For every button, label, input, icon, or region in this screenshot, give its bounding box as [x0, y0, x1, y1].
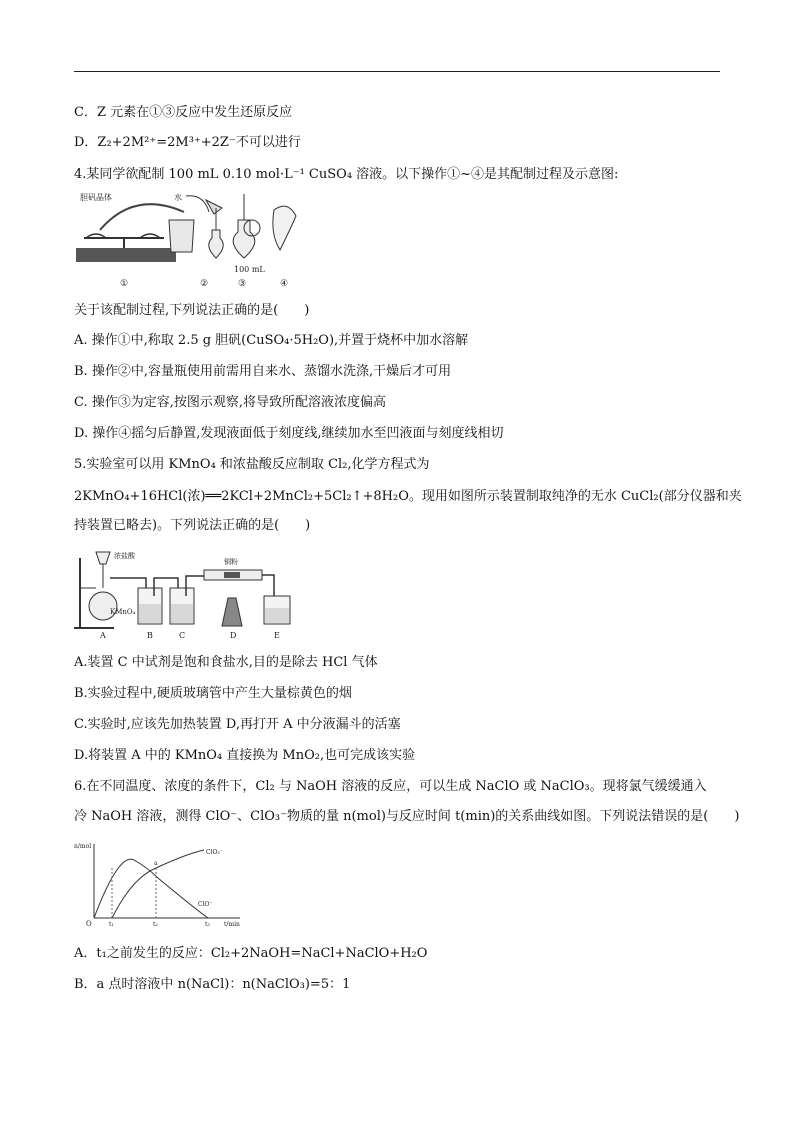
q6-option-a: A．t₁之前发生的反应：Cl₂+2NaOH=NaCl+NaClO+H₂O [74, 946, 428, 961]
q4-figure [74, 190, 304, 290]
curve2-label: ClO⁻ [198, 901, 213, 908]
q3-option-c: C．Z 元素在①③反应中发生还原反应 [74, 105, 293, 120]
curve1-label: ClO₃⁻ [206, 849, 224, 856]
q5-option-c: C.实验时,应该先加热装置 D,再打开 A 中分液漏斗的活塞 [74, 717, 401, 732]
label-water: 水 [174, 193, 182, 202]
q4-question: 关于该配制过程,下列说法正确的是( ) [74, 303, 310, 318]
t3-label: t₃ [205, 921, 210, 928]
unit-d: D [230, 631, 237, 640]
header-rule [74, 71, 720, 72]
q5-option-b: B.实验过程中,硬质玻璃管中产生大量棕黄色的烟 [74, 686, 352, 701]
y-axis-label: n/mol [74, 843, 92, 850]
origin-label: O [86, 920, 92, 928]
q5-equation-cont: 持装置已略去)。下列说法正确的是( ) [74, 518, 311, 533]
dropping-funnel [96, 552, 110, 564]
q3-option-d: D．Z₂+2M²⁺=2M³⁺+2Z⁻不可以进行 [74, 135, 301, 150]
point-a-label: a [154, 860, 158, 867]
label-hcl: 浓盐酸 [114, 552, 135, 560]
q6-stem: 6.在不同温度、浓度的条件下，Cl₂ 与 NaOH 溶液的反应，可以生成 NaClO 或 NaClO₃。现将氯气缓缓通入 [74, 779, 707, 794]
q4-option-c: C. 操作③为定容,按图示观察,将导致所配溶液浓度偏高 [74, 395, 387, 410]
q6-option-b: B．a 点时溶液中 n(NaCl)：n(NaClO₃)=5：1 [74, 977, 351, 992]
q4-option-d: D. 操作④摇匀后静置,发现液面低于刻度线,继续加水至凹液面与刻度线相切 [74, 426, 504, 441]
x-axis-label: t/min [224, 921, 240, 928]
q5-equation: 2KMnO₄+16HCl(浓)══2KCl+2MnCl₂+5Cl₂↑+8H₂O。现用如图所示装置制取纯净的无水 CuCl₂(部分仪器和夹 [74, 489, 742, 504]
q5-option-d: D.将装置 A 中的 KMnO₄ 直接换为 MnO₂,也可完成该实验 [74, 748, 416, 763]
q6-graph [74, 838, 244, 930]
q4-stem: 4.某同学欲配制 100 mL 0.10 mol·L⁻¹ CuSO₄ 溶液。以下操作①~④是其配制过程及示意图: [74, 167, 619, 182]
label-vol: 100 mL [234, 265, 265, 274]
liquid-b [139, 604, 161, 623]
unit-b: B [147, 631, 153, 640]
label-cu: 铜粉 [224, 558, 238, 566]
unit-c: C [179, 631, 186, 640]
curve-clo [94, 859, 208, 918]
tube-de [262, 575, 274, 598]
water-arrow [186, 196, 209, 212]
pour-beaker [206, 200, 222, 214]
t2-label: t₂ [153, 921, 158, 928]
t1-label: t₁ [109, 921, 114, 928]
flask-2 [209, 230, 223, 258]
step-3: ③ [238, 279, 247, 289]
q5-stem: 5.实验室可以用 KMnO₄ 和浓盐酸反应制取 Cl₂,化学方程式为 [74, 457, 430, 472]
q5-option-a: A.装置 C 中试剂是饱和食盐水,目的是除去 HCl 气体 [74, 655, 378, 670]
step-2: ② [200, 279, 209, 289]
copper-powder [224, 572, 240, 578]
label-kmno4: KMnO₄ [110, 608, 136, 616]
liquid-e [265, 608, 289, 623]
q4-option-b: B. 操作②中,容量瓶使用前需用自来水、蒸馏水洗涤,干燥后才可用 [74, 364, 452, 379]
unit-e: E [274, 631, 280, 640]
shaking-flask [273, 206, 296, 250]
q6-stem-cont: 冷 NaOH 溶液，测得 ClO⁻、ClO₃⁻物质的量 n(mol)与反应时间 t(min)的关系曲线如图。下列说法错误的是( ) [74, 809, 740, 824]
burner [222, 598, 242, 626]
label-crystal: 胆矾晶体 [80, 193, 112, 202]
beaker [169, 220, 194, 252]
q4-option-a: A. 操作①中,称取 2.5 g 胆矾(CuSO₄·5H₂O),并置于烧杯中加水溶解 [74, 333, 469, 348]
q5-apparatus-figure [74, 548, 294, 640]
liquid-c [171, 604, 193, 623]
unit-a: A [100, 631, 106, 640]
balance-base [76, 248, 176, 262]
step-1: ① [120, 279, 129, 289]
step-4: ④ [280, 279, 289, 289]
